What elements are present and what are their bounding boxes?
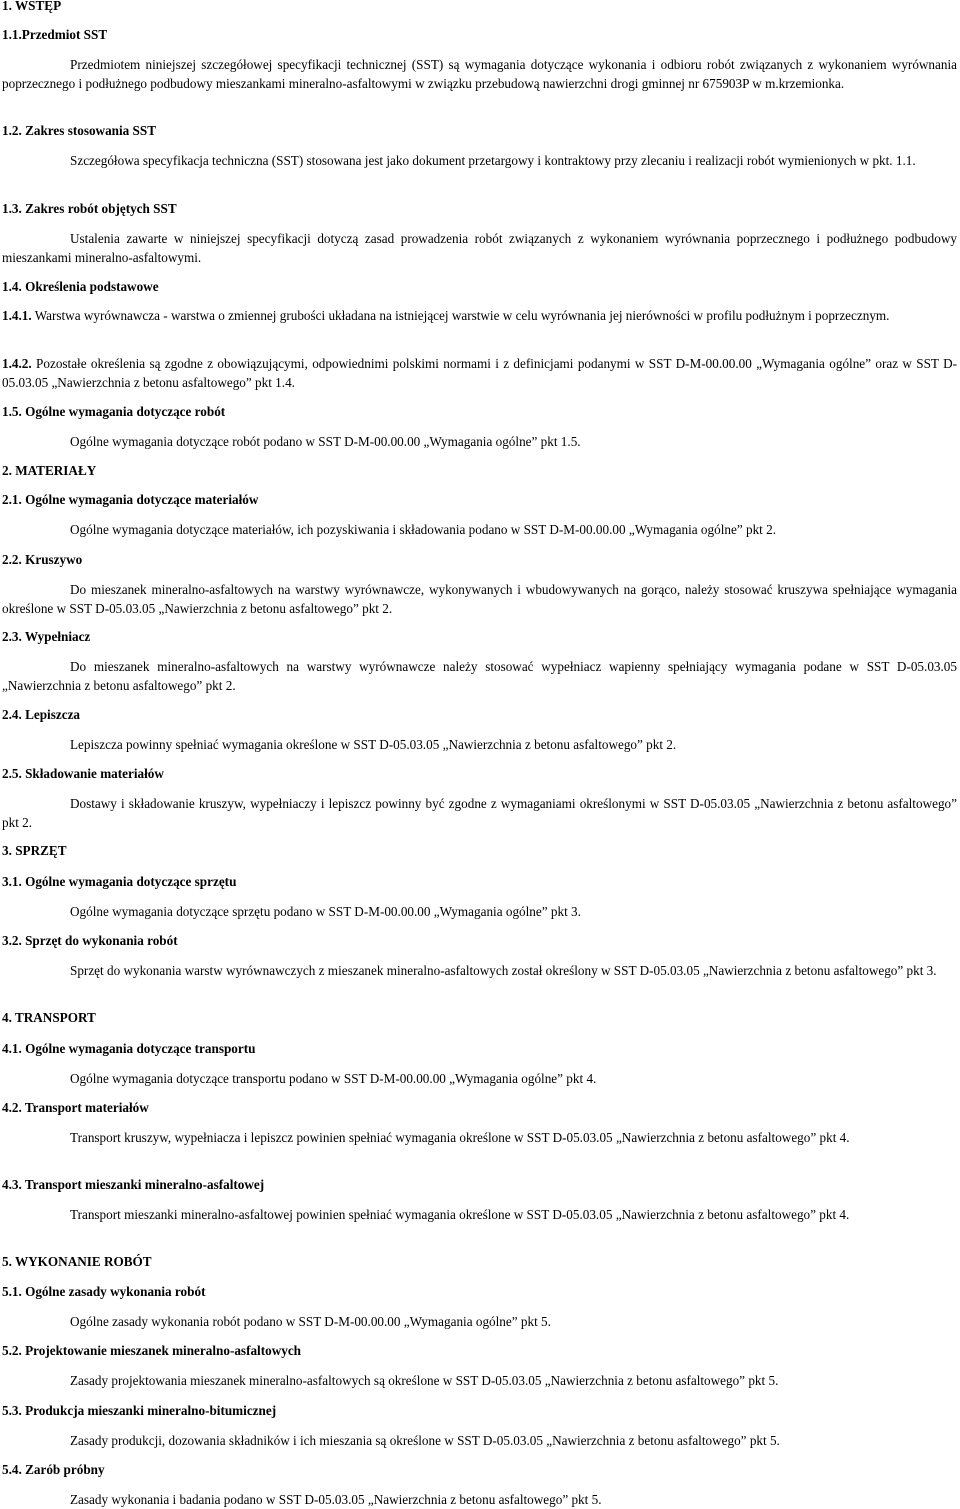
definition-1-4-2-text: Pozostałe określenia są zgodne z obowiązującymi, odpowiednimi polskimi normami i z definicjami podanymi w SST D-M-00.00.00 „Wymagania ogólne” oraz w SST D-05.03.05 „Nawierzchnia z betonu asfaltowego” pkt 1.4. — [2, 356, 958, 390]
heading-2-1: 2.1. Ogólne wymagania dotyczące materiałów — [2, 492, 259, 507]
definition-1-4-1-text: Warstwa wyrównawcza - warstwa o zmiennej grubości układana na istniejącej warstwie w celu wyrównania jej nierówności w profilu podłużnym i poprzecznym. — [34, 308, 890, 323]
paragraph-4-3-text: Transport mieszanki mineralno-asfaltowej powinien spełniać wymagania określone w SST D-05.03.05 „Nawierzchnia z betonu asfaltowego” pkt 4. — [70, 1207, 850, 1222]
paragraph-4-1: Ogólne wymagania dotyczące transportu podano w SST D-M-00.00.00 „Wymagania ogólne” pkt 4. — [70, 1071, 597, 1086]
heading-5-1: 5.1. Ogólne zasady wykonania robót — [2, 1284, 206, 1299]
paragraph-1-1 — [2, 55, 957, 93]
paragraph-2-5 — [2, 794, 957, 832]
paragraph-4-2 — [2, 1128, 957, 1147]
heading-2-5: 2.5. Składowanie materiałów — [2, 766, 164, 781]
paragraph-5-4: Zasady wykonania i badania podano w SST D-05.03.05 „Nawierzchnia z betonu asfaltowego” pkt 5. — [70, 1492, 602, 1507]
paragraph-5-3: Zasady produkcji, dozowania składników i ich mieszania są określone w SST D-05.03.05 „Nawierzchnia z betonu asfaltowego” pkt 5. — [70, 1433, 780, 1448]
section-3-title: 3. SPRZĘT — [2, 843, 67, 858]
heading-4-1: 4.1. Ogólne wymagania dotyczące transportu — [2, 1041, 256, 1056]
paragraph-3-1: Ogólne wymagania dotyczące sprzętu podano w SST D-M-00.00.00 „Wymagania ogólne” pkt 3. — [70, 904, 581, 919]
paragraph-4-3 — [2, 1205, 957, 1224]
paragraph-1-5: Ogólne wymagania dotyczące robót podano w SST D-M-00.00.00 „Wymagania ogólne” pkt 1.5. — [70, 434, 581, 449]
heading-1-3: 1.3. Zakres robót objętych SST — [2, 201, 177, 216]
paragraph-2-3-text: Do mieszanek mineralno-asfaltowych na warstwy wyrównawcze należy stosować wypełniacz wapienny spełniający wymagania podane w SST D-05.03.05 „Nawierzchnia z betonu asfaltowego” pkt 2. — [2, 659, 957, 693]
heading-1-2: 1.2. Zakres stosowania SST — [2, 123, 157, 138]
paragraph-2-3 — [2, 657, 957, 695]
section-5-title: 5. WYKONANIE ROBÓT — [2, 1254, 152, 1269]
heading-4-2: 4.2. Transport materiałów — [2, 1100, 149, 1115]
paragraph-5-2: Zasady projektowania mieszanek mineralno-asfaltowych są określone w SST D-05.03.05 „Nawierzchnia z betonu asfaltowego” pkt 5. — [70, 1373, 779, 1388]
definition-1-4-2-number: 1.4.2. — [2, 356, 32, 371]
definition-1-4-2 — [2, 354, 957, 392]
paragraph-3-2-text: Sprzęt do wykonania warstw wyrównawczych z mieszanek mineralno-asfaltowych został określony w SST D-05.03.05 „Nawierzchnia z betonu asfaltowego” pkt 3. — [70, 963, 937, 978]
paragraph-2-1: Ogólne wymagania dotyczące materiałów, ich pozyskiwania i składowania podano w SST D-M-00.00.00 „Wymagania ogólne” pkt 2. — [70, 522, 777, 537]
paragraph-5-1: Ogólne zasady wykonania robót podano w SST D-M-00.00.00 „Wymagania ogólne” pkt 5. — [70, 1314, 551, 1329]
heading-5-2: 5.2. Projektowanie mieszanek mineralno-asfaltowych — [2, 1343, 302, 1358]
paragraph-2-4: Lepiszcza powinny spełniać wymagania określone w SST D-05.03.05 „Nawierzchnia z betonu asfaltowego” pkt 2. — [70, 737, 677, 752]
heading-2-2: 2.2. Kruszywo — [2, 552, 83, 567]
definition-1-4-1 — [2, 306, 957, 325]
paragraph-2-2-text: Do mieszanek mineralno-asfaltowych na warstwy wyrównawcze, wykonywanych i wbudowywanych na gorąco, należy stosować kruszywa spełniające wymagania określone w SST D-05.03.05 „Nawierzchnia z betonu asfaltowego” pkt 2. — [2, 582, 957, 616]
paragraph-1-1-text: Przedmiotem niniejszej szczegółowej specyfikacji technicznej (SST) są wymagania dotyczące wykonania i odbioru robót związanych z wykonaniem wyrównania poprzecznego i podłużnego podbudowy mieszankami mineralno-asfaltowymi w związku przebudową nawierzchni drogi gminnej nr 675903P w m.krzemionka. — [2, 57, 957, 91]
section-4-title: 4. TRANSPORT — [2, 1010, 96, 1025]
paragraph-1-2-text: Szczegółowa specyfikacja techniczna (SST) stosowana jest jako dokument przetargowy i kontraktowy przy zlecaniu i realizacji robót wymienionych w pkt. 1.1. — [70, 153, 916, 168]
heading-3-1: 3.1. Ogólne wymagania dotyczące sprzętu — [2, 874, 237, 889]
heading-1-1: 1.1.Przedmiot SST — [2, 27, 108, 42]
paragraph-2-2 — [2, 580, 957, 618]
heading-5-4: 5.4. Zarób próbny — [2, 1462, 105, 1477]
section-2-title: 2. MATERIAŁY — [2, 463, 97, 478]
heading-1-5: 1.5. Ogólne wymagania dotyczące robót — [2, 404, 226, 419]
heading-3-2: 3.2. Sprzęt do wykonania robót — [2, 933, 178, 948]
heading-1-4: 1.4. Określenia podstawowe — [2, 279, 159, 294]
paragraph-1-3-text: Ustalenia zawarte w niniejszej specyfikacji dotyczą zasad prowadzenia robót związanych z wykonaniem wyrównania poprzecznego i podłużnego podbudowy mieszankami mineralno-asfaltowymi. — [2, 231, 957, 265]
paragraph-1-2 — [2, 151, 957, 170]
heading-2-4: 2.4. Lepiszcza — [2, 707, 81, 722]
heading-4-3: 4.3. Transport mieszanki mineralno-asfaltowej — [2, 1177, 265, 1192]
paragraph-4-2-text: Transport kruszyw, wypełniacza i lepiszcz powinien spełniać wymagania określone w SST D-05.03.05 „Nawierzchnia z betonu asfaltowego” pkt 4. — [70, 1130, 850, 1145]
section-1-title: 1. WSTĘP — [2, 0, 62, 13]
paragraph-1-3 — [2, 229, 957, 267]
heading-2-3: 2.3. Wypełniacz — [2, 629, 91, 644]
paragraph-2-5-text: Dostawy i składowanie kruszyw, wypełniaczy i lepiszcz powinny być zgodne z wymaganiami określonymi w SST D-05.03.05 „Nawierzchnia z betonu asfaltowego” pkt 2. — [2, 796, 957, 830]
definition-1-4-1-number: 1.4.1. — [2, 308, 32, 323]
paragraph-3-2 — [2, 961, 957, 980]
heading-5-3: 5.3. Produkcja mieszanki mineralno-bitumicznej — [2, 1403, 277, 1418]
